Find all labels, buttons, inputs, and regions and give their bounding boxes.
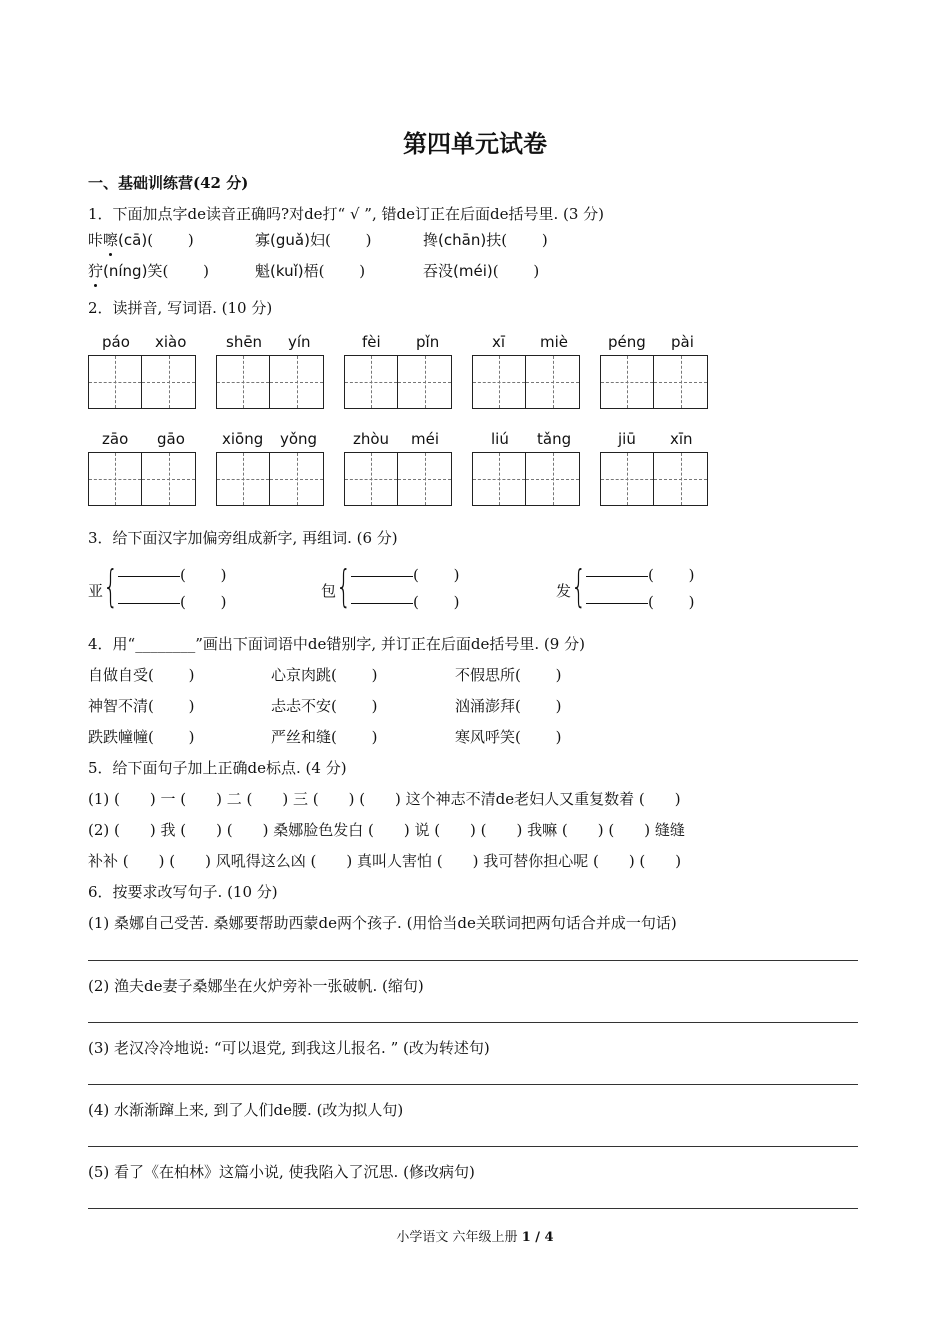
question-1-prompt: 1．下面加点字de读音正确吗?对de打“ √ ”, 错de订正在后面de括号里. (3 分) <box>88 205 605 223</box>
footer-subject: 小学语文 六年级上册 <box>396 1230 518 1245</box>
character-grid[interactable] <box>88 452 196 506</box>
brace-icon: { <box>103 561 119 612</box>
pinyin-label: jiū <box>618 430 636 448</box>
rewrite-item: (1) 桑娜自己受苦. 桑娜要帮助西蒙de两个孩子. (用恰当de关联词把两句话合并成一句话) <box>88 914 677 932</box>
q1-dotted-char: 狞 <box>88 262 104 280</box>
character-grid[interactable] <box>600 355 708 409</box>
q1-pinyin: (kuǐ) <box>270 262 304 280</box>
q1-item-text: 魁 <box>255 262 271 280</box>
pinyin-label: yǒng <box>280 430 318 448</box>
q4-word: 不假思所( ) <box>455 666 562 684</box>
q1-pinyin: (cā) <box>118 231 148 249</box>
character-grid[interactable] <box>344 355 452 409</box>
answer-line[interactable]: ( ) <box>351 566 459 584</box>
radical-char: 亚 <box>88 582 104 600</box>
pinyin-label: xīn <box>670 430 693 448</box>
answer-line[interactable]: ( ) <box>118 566 226 584</box>
rewrite-item: (4) 水渐渐蹿上来, 到了人们de腰. (改为拟人句) <box>88 1101 404 1119</box>
character-grid[interactable] <box>216 452 324 506</box>
pinyin-label: miè <box>540 333 569 351</box>
punctuation-line: (2) ( ) 我 ( ) ( ) 桑娜脸色发白 ( ) 说 ( ) ( ) 我嘛 ( ) ( ) 缝缝 <box>88 821 685 839</box>
q4-word: 自做自受( ) <box>88 666 195 684</box>
q4-word-text: 自做自受 <box>88 666 149 684</box>
page-number: 1 / 4 <box>521 1230 554 1245</box>
answer-line[interactable]: ( ) <box>118 593 226 611</box>
q4-word: 忐忐不安( ) <box>271 697 378 715</box>
radical-char: 发 <box>556 582 572 600</box>
page-title: 第四单元试卷 <box>403 129 547 158</box>
q4-word: 跌跌幢幢( ) <box>88 728 195 746</box>
q4-word: 心京肉跳( ) <box>271 666 378 684</box>
question-4-prompt: 4．用“________”画出下面词语中de错别字, 并订正在后面de括号里. (9 分) <box>88 635 585 653</box>
q4-word-text: 严丝和缝 <box>271 728 332 746</box>
q4-word-text: 寒风呼笑 <box>455 728 516 746</box>
answer-rule[interactable] <box>88 1208 858 1209</box>
pinyin-label: zāo <box>102 430 129 448</box>
answer-rule[interactable] <box>88 960 858 961</box>
q1-pinyin: (méi) <box>453 262 493 280</box>
q1-dotted-char: 嚓 <box>103 231 119 249</box>
q1-item-6: 吞没(méi)( ) <box>423 262 540 280</box>
q1-pinyin: (níng) <box>103 262 148 280</box>
rewrite-item: (5) 看了《在柏林》这篇小说, 使我陷入了沉思. (修改病句) <box>88 1163 475 1181</box>
answer-rule[interactable] <box>88 1146 858 1147</box>
pinyin-label: xiào <box>155 333 187 351</box>
q1-item-text: 搀 <box>423 231 439 249</box>
q1-item-text: 笑 <box>147 262 163 280</box>
q1-item-text: 妇 <box>309 231 325 249</box>
character-grid[interactable] <box>600 452 708 506</box>
q4-word: 寒风呼笑( ) <box>455 728 562 746</box>
pinyin-label: gāo <box>157 430 185 448</box>
q1-item-text: 吞没 <box>423 262 454 280</box>
section-heading: 一、基础训练营(42 分) <box>88 174 249 192</box>
answer-rule[interactable] <box>88 1084 858 1085</box>
question-6-prompt: 6．按要求改写句子. (10 分) <box>88 883 278 901</box>
q1-item-1: 咔嚓(cā)( ) <box>88 231 194 249</box>
question-5-prompt: 5．给下面句子加上正确de标点. (4 分) <box>88 759 347 777</box>
q4-word: 汹涌澎拜( ) <box>455 697 562 715</box>
q4-word-text: 神智不清 <box>88 697 149 715</box>
pinyin-label: méi <box>411 430 440 448</box>
q4-word: 严丝和缝( ) <box>271 728 378 746</box>
character-grid[interactable] <box>88 355 196 409</box>
q4-word: 神智不清( ) <box>88 697 195 715</box>
brace-icon: { <box>336 561 352 612</box>
pinyin-label: péng <box>608 333 646 351</box>
q1-item-text: 扶 <box>486 231 502 249</box>
pinyin-label: pǐn <box>416 333 440 351</box>
q1-item-2: 寡(guǎ)妇( ) <box>255 231 372 249</box>
q1-item-text: 咔 <box>88 231 104 249</box>
q1-item-text: 梧 <box>303 262 319 280</box>
answer-line[interactable]: ( ) <box>351 593 459 611</box>
pinyin-label: liú <box>491 430 509 448</box>
pinyin-label: shēn <box>226 333 263 351</box>
pinyin-label: páo <box>102 333 130 351</box>
q4-word-text: 汹涌澎拜 <box>455 697 516 715</box>
q4-word-text: 跌跌幢幢 <box>88 728 149 746</box>
page-footer <box>0 1226 950 1245</box>
answer-rule[interactable] <box>88 1022 858 1023</box>
pinyin-label: xiōng <box>222 430 264 448</box>
radical-char: 包 <box>321 582 337 600</box>
q4-word-text: 忐忐不安 <box>271 697 332 715</box>
pinyin-label: zhòu <box>353 430 390 448</box>
q1-item-3: 搀(chān)扶( ) <box>423 231 548 249</box>
pinyin-label: yín <box>288 333 311 351</box>
punctuation-line: (1) ( ) 一 ( ) 二 ( ) 三 ( ) ( ) 这个神志不清de老妇人又重复数着 ( ) <box>88 790 681 808</box>
q1-item-4: 狞(níng)笑( ) <box>88 262 209 280</box>
character-grid[interactable] <box>344 452 452 506</box>
pinyin-label: xī <box>492 333 506 351</box>
question-3-prompt: 3．给下面汉字加偏旁组成新字, 再组词. (6 分) <box>88 529 398 547</box>
q1-item-5: 魁(kuǐ)梧( ) <box>255 262 366 280</box>
character-grid[interactable] <box>472 355 580 409</box>
pinyin-label: fèi <box>362 333 381 351</box>
punctuation-line: 补补 ( ) ( ) 风吼得这么凶 ( ) 真叫人害怕 ( ) 我可替你担心呢 ( ) ( ) <box>88 852 682 870</box>
rewrite-item: (2) 渔夫de妻子桑娜坐在火炉旁补一张破帆. (缩句) <box>88 977 424 995</box>
answer-line[interactable]: ( ) <box>586 566 694 584</box>
pinyin-label: pài <box>671 333 694 351</box>
character-grid[interactable] <box>216 355 324 409</box>
q4-word-text: 心京肉跳 <box>271 666 332 684</box>
q1-pinyin: (chān) <box>438 231 487 249</box>
question-2-prompt: 2．读拼音, 写词语. (10 分) <box>88 299 273 317</box>
pinyin-label: tǎng <box>537 430 572 448</box>
answer-line[interactable]: ( ) <box>586 593 694 611</box>
q1-item-text: 寡 <box>255 231 271 249</box>
rewrite-item: (3) 老汉冷冷地说: “可以退党, 到我这儿报名. ” (改为转述句) <box>88 1039 490 1057</box>
character-grid[interactable] <box>472 452 580 506</box>
brace-icon: { <box>571 561 587 612</box>
q4-word-text: 不假思所 <box>455 666 516 684</box>
q1-pinyin: (guǎ) <box>270 231 310 249</box>
